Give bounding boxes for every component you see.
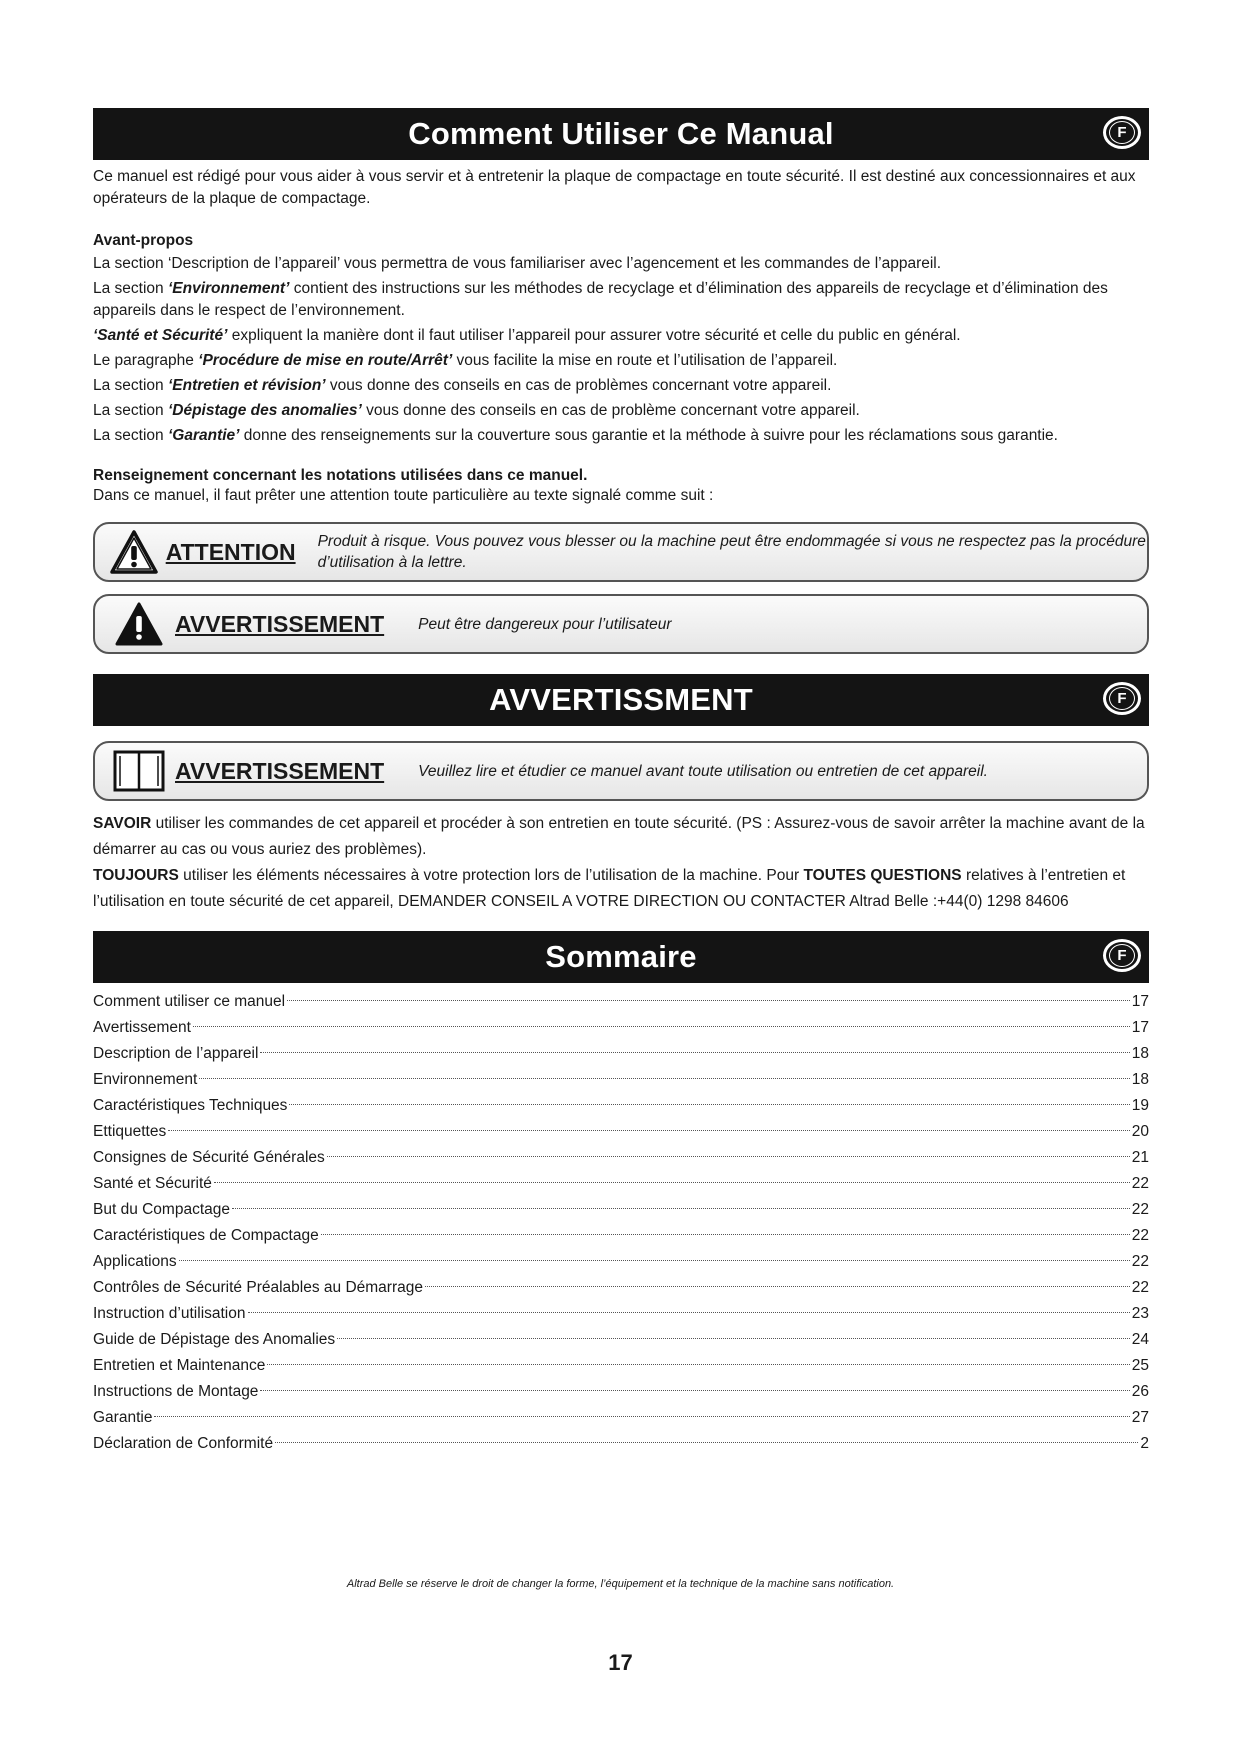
foreword-list bbox=[93, 253, 1149, 447]
notice-title: AVVERTISSEMENT bbox=[175, 757, 385, 784]
toc-row: Contrôles de Sécurité Préalables au Démarrage 22 bbox=[93, 1279, 1149, 1296]
warning-paragraph-1: SAVOIR utiliser les commandes de cet appareil et procéder à son entretien en toute sécurité. (PS : Assurez-vous de savoir arrêter la machine avant de la démarrer au cas ou vous auriez des problèmes). bbox=[93, 815, 1145, 858]
contents-banner bbox=[93, 931, 1149, 983]
toc-row: Comment utiliser ce manuel 17 bbox=[93, 993, 1149, 1010]
foreword-item: Le paragraphe ‘Procédure de mise en route/Arrêt’ vous facilite la mise en route et l’utilisation de l’appareil. bbox=[93, 352, 838, 369]
foreword-heading: Avant-propos bbox=[93, 232, 194, 249]
toc-row: Ettiquettes 20 bbox=[93, 1123, 1149, 1140]
section-title: AVVERTISSMENT bbox=[489, 682, 753, 717]
foreword-item: La section ‘Garantie’ donne des renseignements sur la couverture sous garantie et la méthode à suivre pour les réclamations sous garantie. bbox=[93, 427, 1058, 444]
toc-row: Applications 22 bbox=[93, 1253, 1149, 1270]
foreword-item: La section ‘Entretien et révision’ vous donne des conseils en cas de problèmes concernant votre appareil. bbox=[93, 377, 832, 394]
toc-row: Instructions de Montage 26 bbox=[93, 1383, 1149, 1400]
how-to-banner bbox=[93, 108, 1149, 160]
page-number: 17 bbox=[608, 1650, 633, 1675]
warning-triangle-filled-icon bbox=[109, 599, 169, 649]
toc-row: Guide de Dépistage des Anomalies 24 bbox=[93, 1331, 1149, 1348]
language-badge-icon: F bbox=[1103, 939, 1141, 972]
foreword-item: ‘Santé et Sécurité’ expliquent la manière dont il faut utiliser l’appareil pour assurer votre sécurité et celle du public en général. bbox=[93, 327, 961, 344]
toc-row: Consignes de Sécurité Générales 21 bbox=[93, 1149, 1149, 1166]
toc-row: Instruction d’utilisation 23 bbox=[93, 1305, 1149, 1322]
book-icon bbox=[109, 746, 169, 796]
notice-text: Veuillez lire et étudier ce manuel avant toute utilisation ou entretien de cet appareil. bbox=[418, 762, 988, 780]
toc-row: Caractéristiques Techniques 19 bbox=[93, 1097, 1149, 1114]
toc-row: Avertissement 17 bbox=[93, 1019, 1149, 1036]
toc-row: Garantie 27 bbox=[93, 1409, 1149, 1426]
read-manual-notice bbox=[93, 741, 1149, 801]
notice-text: Produit à risque. Vous pouvez vous blesser ou la machine peut être endommagée si vous ne respectez pas la procédure d’utilisation à la lettre. bbox=[317, 533, 1146, 571]
foreword-item: La section ‘Environnement’ contient des instructions sur les méthodes de recyclage et d’élimination des appareils de recyclage et d’élimination des appareils dans le respect de l’environnement. bbox=[93, 280, 1108, 319]
notice-title: ATTENTION bbox=[165, 538, 296, 565]
table-of-contents bbox=[93, 989, 1149, 1457]
notice-text: Peut être dangereux pour l’utilisateur bbox=[418, 615, 672, 633]
footnote: Altrad Belle se réserve le droit de changer la forme, l’équipement et la technique de la machine sans notification. bbox=[346, 1578, 895, 1590]
warning-paragraph-2: TOUJOURS utiliser les éléments nécessaires à votre protection lors de l’utilisation de la machine. Pour TOUTES QUESTIONS relatives à l’entretien et l’utilisation en toute sécurité de cet appareil, DEMANDER CONSEIL A VOTRE DIRECTION OU CONTACTER Altrad Belle :+44(0) 1298 84606 bbox=[93, 867, 1126, 910]
language-badge-icon: F bbox=[1103, 116, 1141, 149]
foreword-item: La section ‘Dépistage des anomalies’ vous donne des conseils en cas de problème concernant votre appareil. bbox=[93, 402, 860, 419]
toc-row: Déclaration de Conformité 2 bbox=[93, 1435, 1149, 1452]
section-title: Sommaire bbox=[545, 939, 697, 974]
intro-paragraph: Ce manuel est rédigé pour vous aider à vous servir et à entretenir la plaque de compactage en toute sécurité. Il est destiné aux concessionnaires et aux opérateurs de la plaque de compactage. bbox=[93, 168, 1136, 207]
avvertissement-notice bbox=[93, 594, 1149, 654]
warning-banner bbox=[93, 674, 1149, 726]
toc-row: But du Compactage 22 bbox=[93, 1201, 1149, 1218]
toc-row: Santé et Sécurité 22 bbox=[93, 1175, 1149, 1192]
language-badge-icon: F bbox=[1103, 682, 1141, 715]
toc-row: Entretien et Maintenance 25 bbox=[93, 1357, 1149, 1374]
foreword-item: La section ‘Description de l’appareil’ vous permettra de vous familiariser avec l’agencement et les commandes de l’appareil. bbox=[93, 255, 942, 272]
notation-heading: Renseignement concernant les notations utilisées dans ce manuel. bbox=[93, 467, 588, 484]
notice-title: AVVERTISSEMENT bbox=[175, 610, 385, 637]
toc-row: Environnement 18 bbox=[93, 1071, 1149, 1088]
manual-page bbox=[93, 108, 1149, 1457]
toc-row: Caractéristiques de Compactage 22 bbox=[93, 1227, 1149, 1244]
section-title: Comment Utiliser Ce Manual bbox=[408, 116, 834, 151]
attention-notice bbox=[93, 522, 1149, 582]
toc-row: Description de l’appareil 18 bbox=[93, 1045, 1149, 1062]
notation-text: Dans ce manuel, il faut prêter une attention toute particulière au texte signalé comme suit : bbox=[93, 487, 714, 504]
warning-triangle-outline-icon bbox=[109, 527, 160, 577]
